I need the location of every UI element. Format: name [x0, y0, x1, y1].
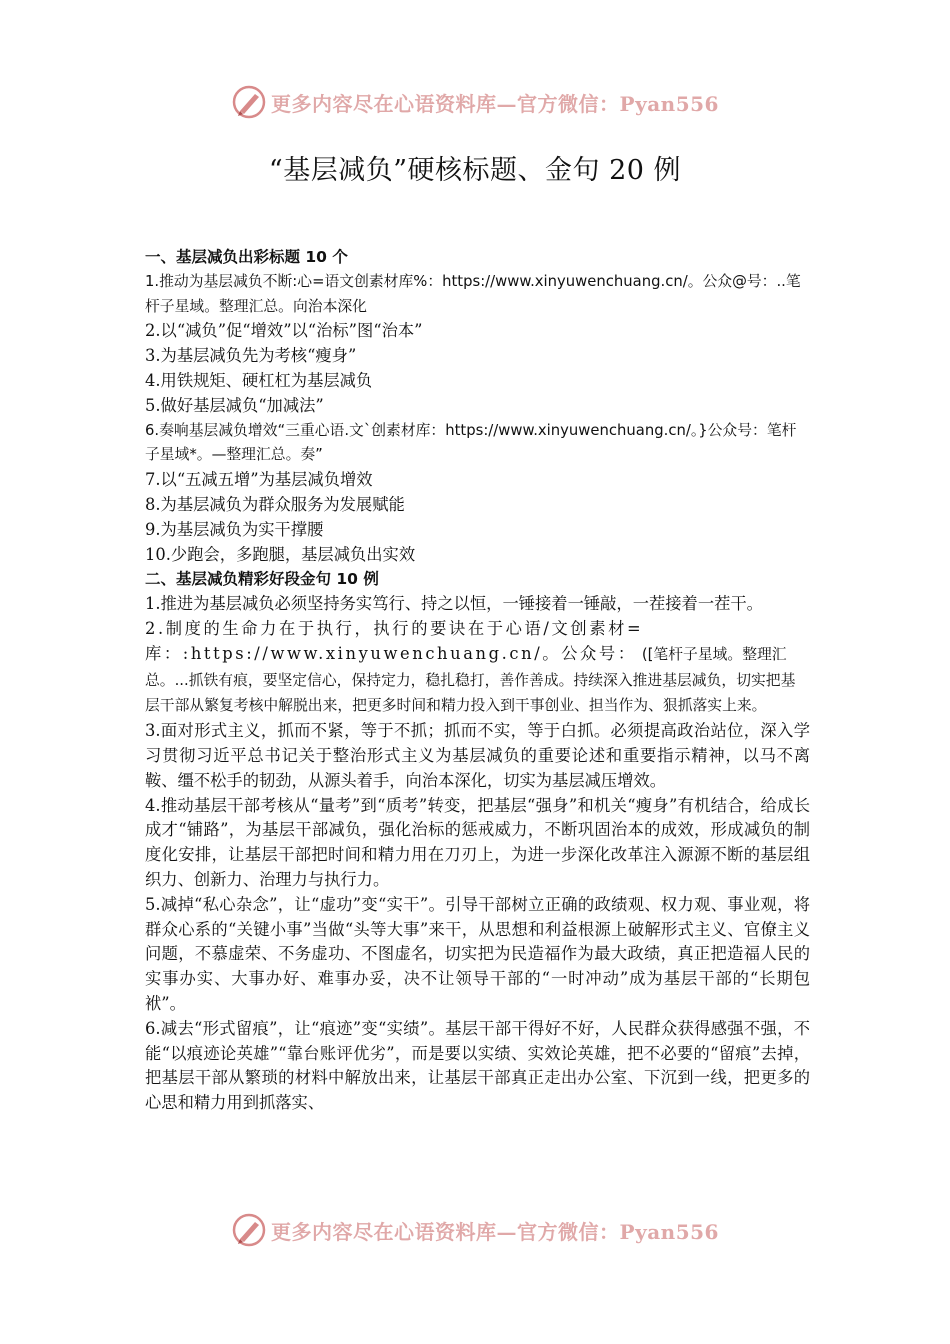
list-item: 7.以“五减五增”为基层减负增效	[145, 470, 373, 490]
list-item: 6.奏响基层减负增效“三重心语.文`创素材库：https://www.xinyuwenchuang.cn/。}公众号：笔杆子星域*。—整理汇总。奏”	[145, 421, 797, 464]
list-item: 10.少跑会，多跑腿，基层减负出实效	[145, 544, 416, 564]
paragraph-part: 2.制度的生命力在于执行，执行的要诀在于心语/文创素材=库：:https://www.xinyuwenchuang.cn/。公众号：	[145, 618, 644, 663]
list-item: 3.为基层减负先为考核“瘦身”	[145, 346, 357, 366]
document-body	[145, 245, 810, 1116]
paragraph	[145, 617, 810, 719]
page-title: “基层减负”硬核标题、金句 20 例	[268, 155, 682, 186]
list-item: 2.以“减负”促“增效”以“治标”图“治本”	[145, 321, 423, 341]
section-heading: 二、基层减负精彩好段金句 10 例	[145, 570, 379, 589]
list-item: 4.用铁规矩、硬杠杠为基层减负	[145, 370, 373, 390]
paragraph: 6.减去“形式留痕”，让“痕迹”变“实绩”。基层干部干得好不好，人民群众获得感强不强，不能“以痕迹论英雄”“靠台账评优劣”，而是要以实绩、实效论英雄，把不必要的“留痕”去掉，把基层干部从繁琐的材料中解放出来，让基层干部真正走出办公室、下沉到一线，把更多的心思和精力用到抓落实、	[145, 1018, 810, 1113]
watermark-text: 更多内容尽在心语资料库—官方微信：Pyan556	[271, 1219, 719, 1244]
pen-logo-icon	[231, 1212, 267, 1248]
paragraph-part: ([笔杆子星域。整理汇总。...抓铁有痕，要坚定信心，保持定力，稳扎稳打，善作善成。持续深入推进基层减负，切实把基层干部从繁复考核中解脱出来，把更多时间和精力投入到干事创业、担当作为、狠抓落实上来。	[145, 645, 796, 715]
list-item: 1.推动为基层减负不断:心=语文创素材库%：https://www.xinyuwenchuang.cn/。公众@号：..笔杆子星域。整理汇总。向治本深化	[145, 272, 801, 315]
watermark-banner-bottom	[0, 1210, 950, 1250]
list-item: 8.为基层减负为群众服务为发展赋能	[145, 494, 405, 514]
paragraph: 5.减掉“私心杂念”，让“虚功”变“实干”。引导干部树立正确的政绩观、权力观、事业观，将群众心系的“关键小事”当做“头等大事”来干，从思想和利益根源上破解形式主义、官僚主义问题，不慕虚荣、不务虚功、不图虚名，切实把为民造福作为最大政绩，真正把造福人民的实事办实、大事办好、难事办妥，决不让领导干部的“一时冲动”成为基层干部的“长期包袱”。	[145, 894, 810, 1013]
list-item: 9.为基层减负为实干撑腰	[145, 519, 324, 539]
paragraph: 1.推进为基层减负必须坚持务实笃行、持之以恒，一锤接着一锤敲，一茬接着一茬干。	[145, 594, 763, 614]
watermark-banner-top	[0, 82, 950, 122]
pen-logo-icon	[231, 84, 267, 120]
section-heading: 一、基层减负出彩标题 10 个	[145, 248, 348, 266]
list-item: 5.做好基层减负“加减法”	[145, 395, 324, 415]
watermark-text: 更多内容尽在心语资料库—官方微信：Pyan556	[271, 91, 719, 116]
paragraph: 4.推动基层干部考核从“量考”到“质考”转变，把基层“强身”和机关“瘦身”有机结合，给成长成才“铺路”，为基层干部减负，强化治标的惩戒威力，不断巩固治本的成效，形成减负的制度化安排，让基层干部把时间和精力用在刀刃上，为进一步深化改革注入源源不断的基层组织力、创新力、治理力与执行力。	[145, 795, 810, 889]
paragraph: 3.面对形式主义，抓而不紧，等于不抓；抓而不实，等于白抓。必须提高政治站位，深入学习贯彻习近平总书记关于整治形式主义为基层减负的重要论述和重要指示精神，以马不离鞍、缰不松手的韧劲，从源头着手，向治本深化，切实为基层减压增效。	[145, 721, 810, 790]
